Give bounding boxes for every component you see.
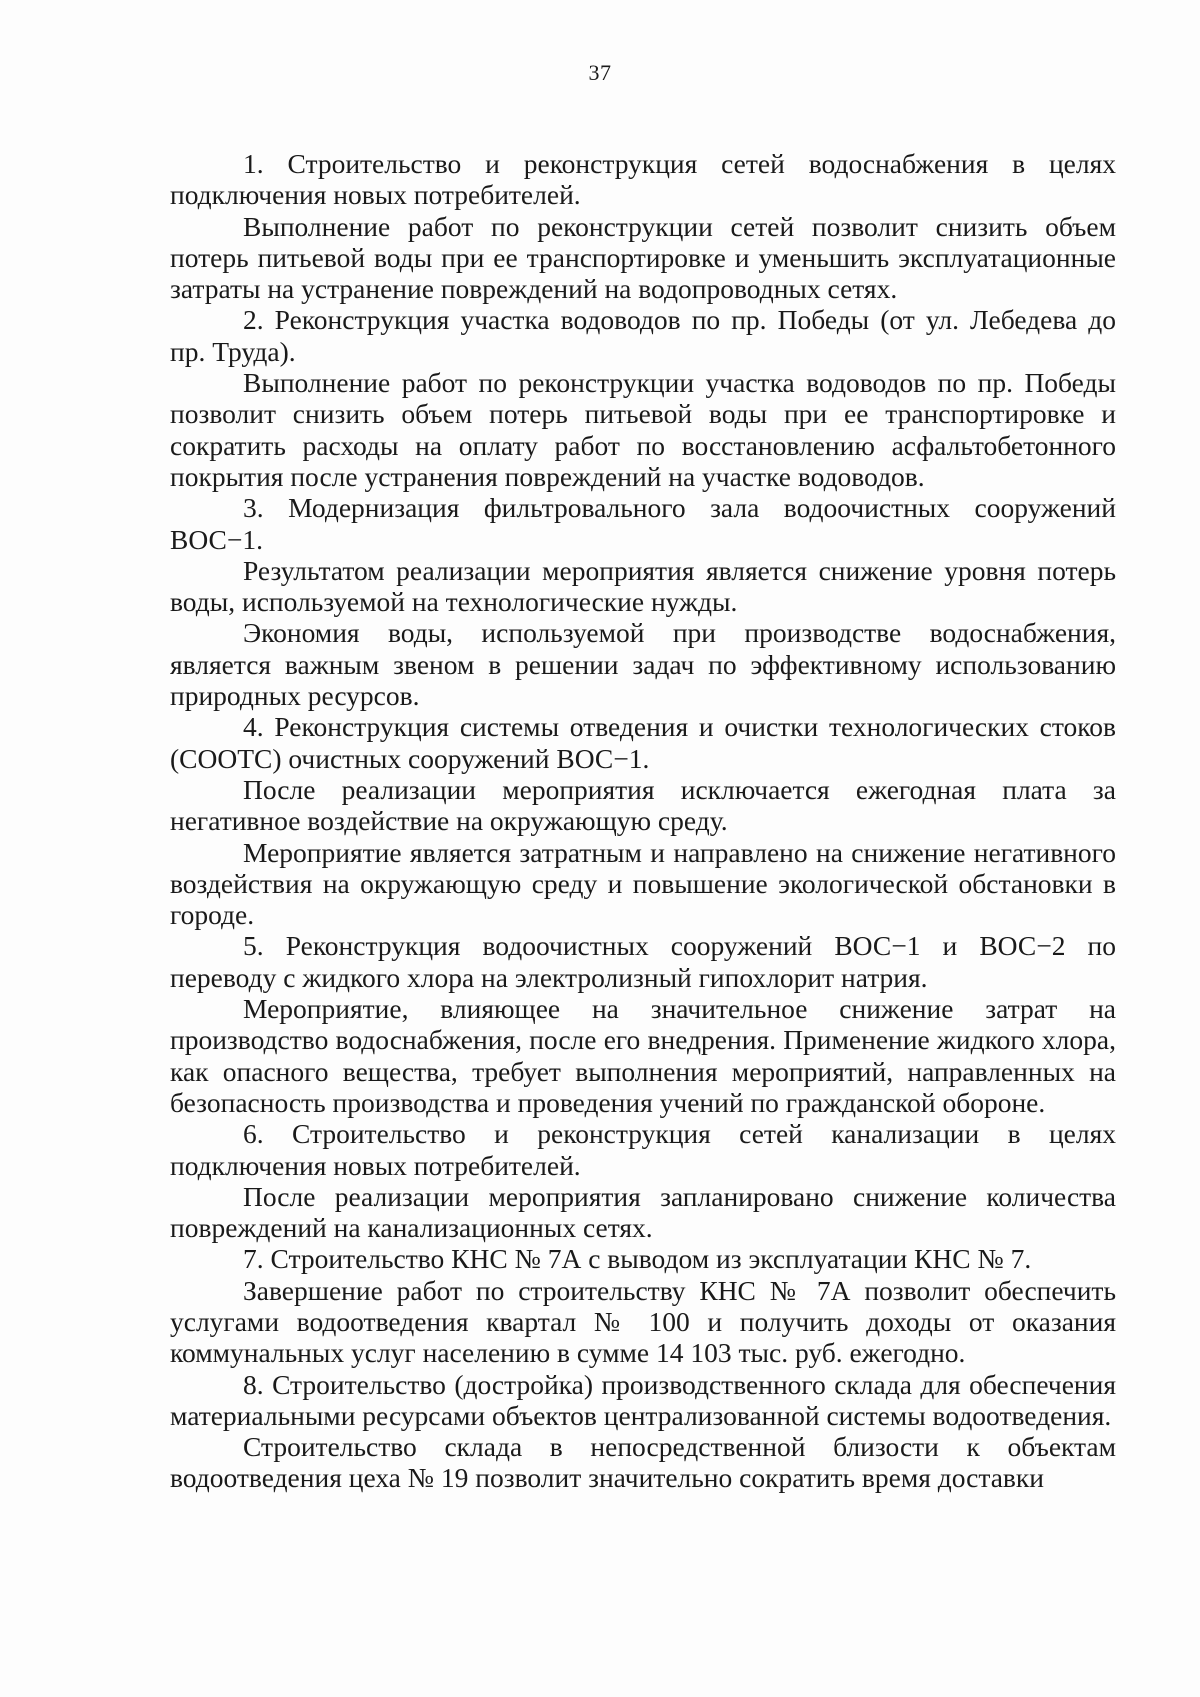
list-item-4-description: После реализации мероприятия исключается ежегодная плата за негативное воздействие на окружающую среду.	[170, 773, 1116, 837]
list-item-7-description: Завершение работ по строительству КНС № 7А позволит обеспечить услугами водоотведения квартал № 100 и получить доходы от оказания коммунальных услуг населению в сумме 14 103 тыс. руб. ежегодно.	[170, 1274, 1116, 1369]
list-item-2-heading: 2. Реконструкция участка водоводов по пр. Победы (от ул. Лебедева до пр. Труда).	[170, 304, 1116, 367]
list-item-6-description: После реализации мероприятия запланировано снижение количества повреждений на канализационных сетях.	[170, 1180, 1116, 1244]
list-item-3-description: Результатом реализации мероприятия является снижение уровня потерь воды, используемой на технологические нужды.	[170, 554, 1116, 618]
list-item-6-heading: 6. Строительство и реконструкция сетей канализации в целях подключения новых потребителей.	[170, 1118, 1116, 1181]
list-item-8-description: Строительство склада в непосредственной близости к объектам водоотведения цеха № 19 позволит значительно сократить время доставки	[170, 1431, 1116, 1494]
list-item-5-heading: 5. Реконструкция водоочистных сооружений ВОС−1 и ВОС−2 по переводу с жидкого хлора на электролизный гипохлорит натрия.	[170, 930, 1116, 993]
list-item-4-heading: 4. Реконструкция системы отведения и очистки технологических стоков (СООТС) очистных сооружений ВОС−1.	[170, 711, 1116, 774]
page-number: 37	[588, 60, 612, 85]
list-item-2-description: Выполнение работ по реконструкции участка водоводов по пр. Победы позволит снизить объем потерь питьевой воды при ее транспортировке и сократить расходы на оплату работ по восстановлению асфальтобетонного покрытия после устранения повреждений на участке водоводов.	[170, 367, 1116, 492]
list-item-1-heading: 1. Строительство и реконструкция сетей водоснабжения в целях подключения новых потребителей.	[170, 148, 1116, 211]
list-item-4-description-2: Мероприятие является затратным и направлено на снижение негативного воздействия на окружающую среду и повышение экологической обстановки в городе.	[170, 836, 1116, 931]
list-item-5-description: Мероприятие, влияющее на значительное снижение затрат на производство водоснабжения, после его внедрения. Применение жидкого хлора, как опасного вещества, требует выполнения мероприятий, направленных на безопасность производства и проведения учений по гражданской обороне.	[170, 993, 1116, 1118]
list-item-8-heading: 8. Строительство (достройка) производственного склада для обеспечения материальными ресурсами объектов централизованной системы водоотведения.	[170, 1368, 1116, 1431]
list-item-3-description-2: Экономия воды, используемой при производстве водоснабжения, является важным звеном в решении задач по эффективному использованию природных ресурсов.	[170, 617, 1116, 712]
list-item-1-description: Выполнение работ по реконструкции сетей позволит снизить объем потерь питьевой воды при ее транспортировке и уменьшить эксплуатационные затраты на устранение повреждений на водопроводных сетях.	[170, 210, 1116, 305]
list-item-3-heading: 3. Модернизация фильтровального зала водоочистных сооружений ВОС−1.	[170, 492, 1116, 555]
list-item-7-heading: 7. Строительство КНС № 7А с выводом из эксплуатации КНС № 7.	[243, 1243, 1032, 1275]
document-body	[170, 148, 1116, 1494]
